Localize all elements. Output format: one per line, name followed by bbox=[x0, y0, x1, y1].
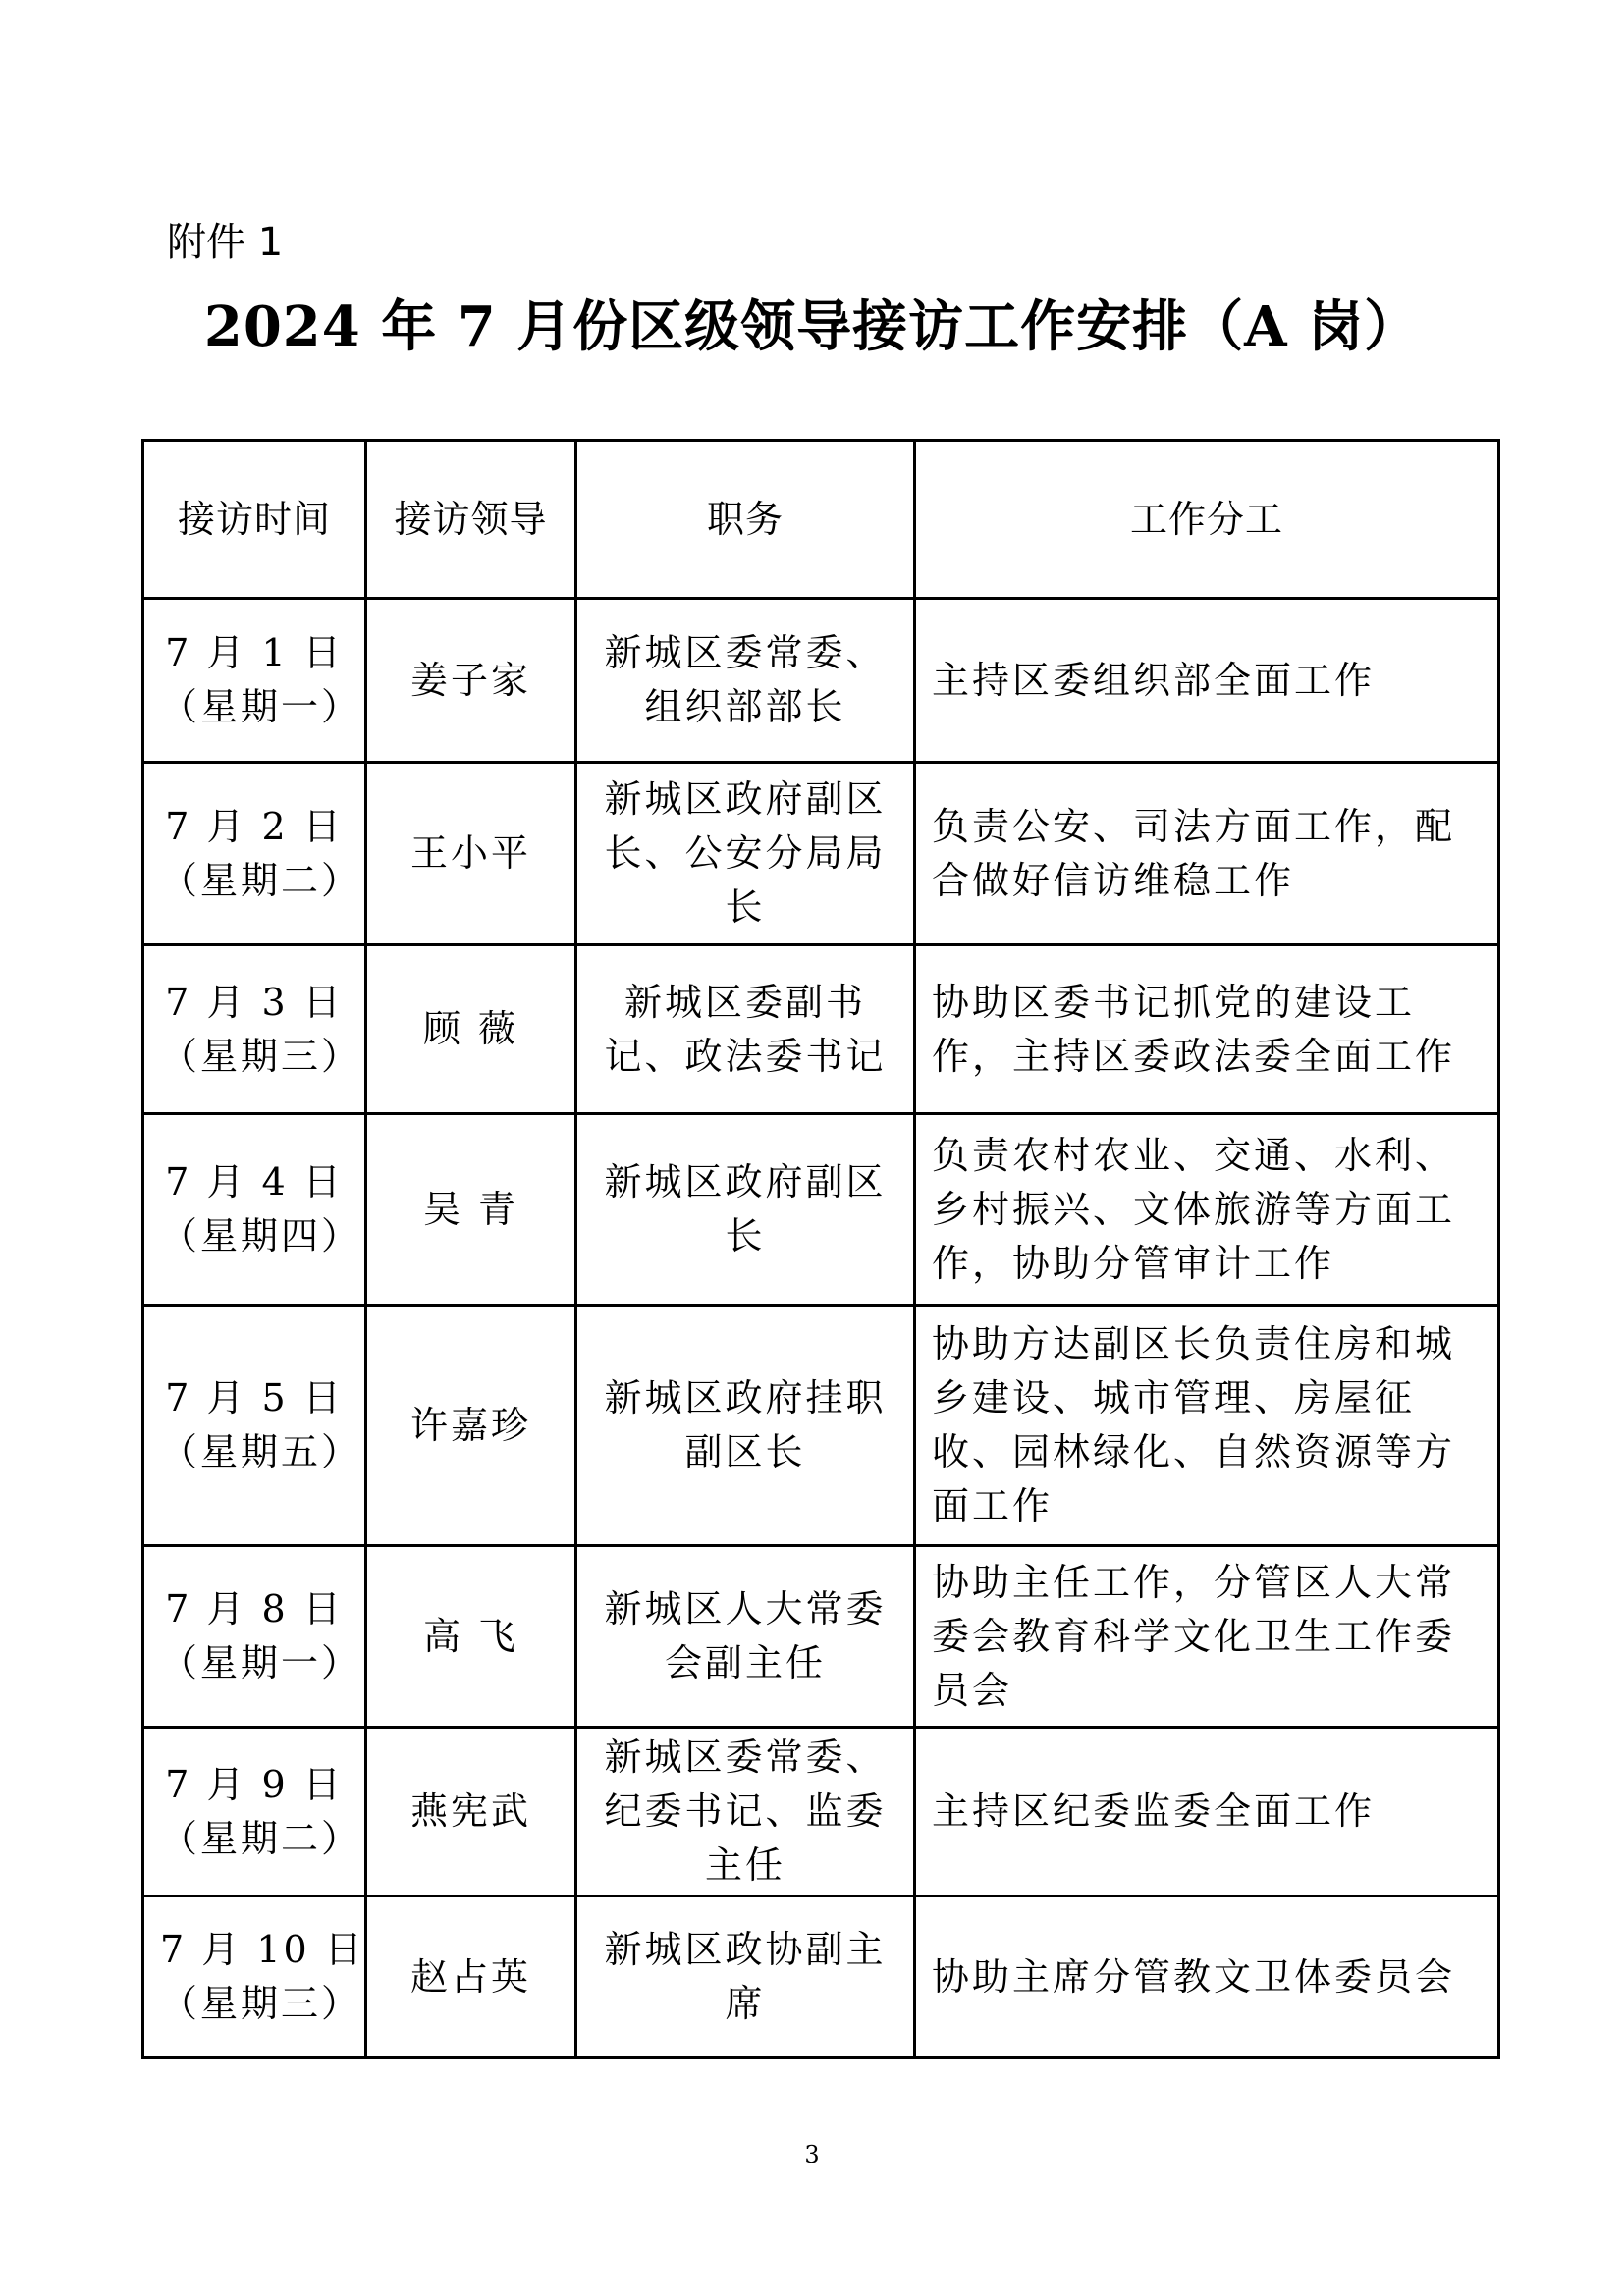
date-cell bbox=[143, 1896, 366, 2058]
date-text: 7 月 1 日 bbox=[165, 631, 344, 674]
date-text: 7 月 4 日 bbox=[165, 1160, 344, 1203]
leader-name: 姜子家 bbox=[409, 658, 531, 702]
leader-cell bbox=[366, 599, 576, 763]
date-cell bbox=[143, 599, 366, 763]
date-cell bbox=[143, 1114, 366, 1306]
table-row bbox=[143, 599, 1499, 763]
date-text: 7 月 10 日 bbox=[160, 1928, 365, 1971]
duty-cell: 主持区纪委监委全面工作 bbox=[915, 1728, 1499, 1896]
table-row bbox=[143, 763, 1499, 945]
weekday-text: （星期五） bbox=[160, 1430, 362, 1473]
duty-cell: 协助主任工作，分管区人大常委会教育科学文化卫生工作委员会 bbox=[915, 1546, 1499, 1728]
position-cell: 新城区委常委、组织部部长 bbox=[576, 599, 915, 763]
reception-schedule-table bbox=[141, 439, 1500, 2059]
leader-cell bbox=[366, 763, 576, 945]
header-position: 职务 bbox=[576, 441, 915, 599]
weekday-text: （星期二） bbox=[160, 1816, 362, 1860]
header-duty: 工作分工 bbox=[915, 441, 1499, 599]
date-cell bbox=[143, 1306, 366, 1546]
date-cell bbox=[143, 1546, 366, 1728]
weekday-text: （星期二） bbox=[160, 858, 362, 902]
position-cell: 新城区政府副区长 bbox=[576, 1114, 915, 1306]
attachment-label: 附件 1 bbox=[167, 220, 284, 265]
weekday-text: （星期一） bbox=[160, 685, 362, 728]
position-cell: 新城区委常委、纪委书记、监委主任 bbox=[576, 1728, 915, 1896]
weekday-text: （星期三） bbox=[160, 1034, 362, 1078]
header-date: 接访时间 bbox=[143, 441, 366, 599]
weekday-text: （星期三） bbox=[160, 1982, 362, 2025]
leader-name: 赵占英 bbox=[409, 1954, 531, 1999]
date-text: 7 月 5 日 bbox=[165, 1376, 344, 1419]
table-header-row bbox=[143, 441, 1499, 599]
header-leader: 接访领导 bbox=[366, 441, 576, 599]
leader-name: 许嘉珍 bbox=[409, 1403, 531, 1447]
leader-cell bbox=[366, 1114, 576, 1306]
leader-cell bbox=[366, 945, 576, 1114]
position-cell: 新城区政协副主席 bbox=[576, 1896, 915, 2058]
duty-cell: 协助主席分管教文卫体委员会 bbox=[915, 1896, 1499, 2058]
table-row bbox=[143, 945, 1499, 1114]
date-cell bbox=[143, 945, 366, 1114]
leader-cell bbox=[366, 1546, 576, 1728]
table-row bbox=[143, 1114, 1499, 1306]
table-row bbox=[143, 1728, 1499, 1896]
leader-cell bbox=[366, 1896, 576, 2058]
leader-name: 高 飞 bbox=[422, 1614, 519, 1658]
leader-name: 燕宪武 bbox=[409, 1789, 531, 1833]
leader-cell bbox=[366, 1728, 576, 1896]
position-cell: 新城区政府挂职副区长 bbox=[576, 1306, 915, 1546]
date-text: 7 月 3 日 bbox=[165, 980, 344, 1024]
date-text: 7 月 9 日 bbox=[165, 1762, 344, 1806]
table-row bbox=[143, 1306, 1499, 1546]
leader-name: 顾 薇 bbox=[422, 1007, 519, 1050]
document-title: 2024 年 7 月份区级领导接访工作安排（A 岗） bbox=[203, 294, 1421, 359]
position-cell: 新城区政府副区长、公安分局局长 bbox=[576, 763, 915, 945]
duty-cell: 协助区委书记抓党的建设工作，主持区委政法委全面工作 bbox=[915, 945, 1499, 1114]
weekday-text: （星期四） bbox=[160, 1214, 362, 1257]
page-number: 3 bbox=[804, 2141, 820, 2168]
table-row bbox=[143, 1546, 1499, 1728]
duty-cell: 负责公安、司法方面工作，配合做好信访维稳工作 bbox=[915, 763, 1499, 945]
table-row bbox=[143, 1896, 1499, 2058]
date-cell bbox=[143, 763, 366, 945]
duty-cell: 负责农村农业、交通、水利、乡村振兴、文体旅游等方面工作，协助分管审计工作 bbox=[915, 1114, 1499, 1306]
date-text: 7 月 2 日 bbox=[165, 804, 344, 848]
leader-cell bbox=[366, 1306, 576, 1546]
position-cell: 新城区委副书记、政法委书记 bbox=[576, 945, 915, 1114]
weekday-text: （星期一） bbox=[160, 1641, 362, 1684]
date-text: 7 月 8 日 bbox=[165, 1587, 344, 1630]
leader-name: 吴 青 bbox=[422, 1187, 519, 1231]
position-cell: 新城区人大常委会副主任 bbox=[576, 1546, 915, 1728]
duty-cell: 协助方达副区长负责住房和城乡建设、城市管理、房屋征收、园林绿化、自然资源等方面工作 bbox=[915, 1306, 1499, 1546]
duty-cell: 主持区委组织部全面工作 bbox=[915, 599, 1499, 763]
date-cell bbox=[143, 1728, 366, 1896]
leader-name: 王小平 bbox=[409, 831, 531, 875]
